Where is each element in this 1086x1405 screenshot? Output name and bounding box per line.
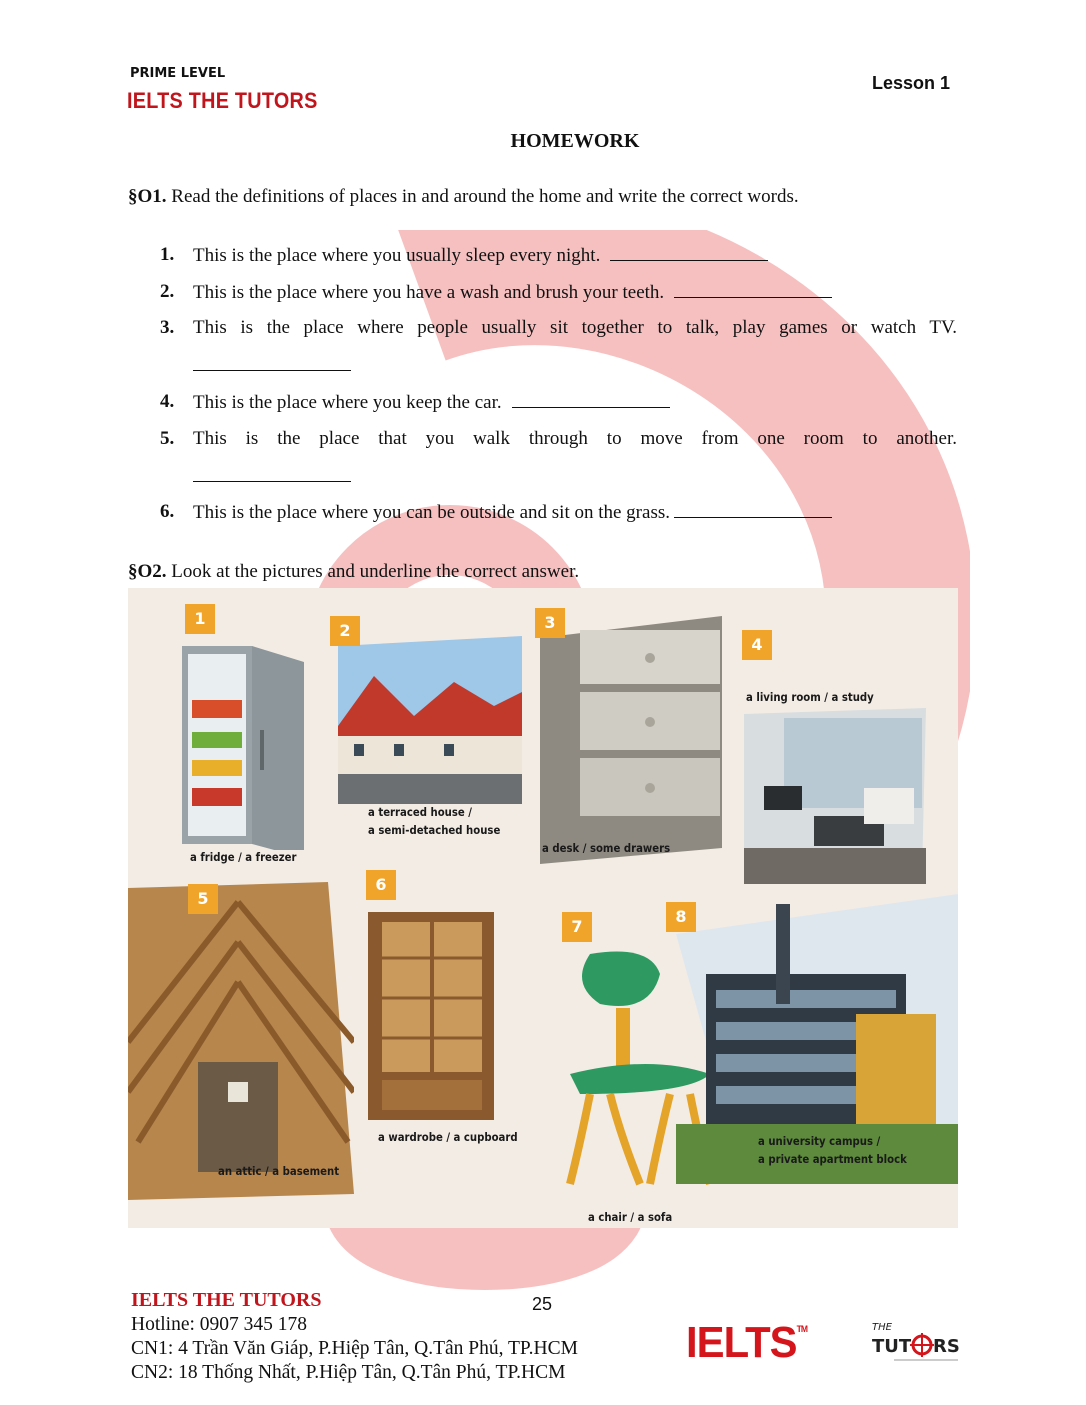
answer-blank[interactable] bbox=[674, 499, 832, 518]
picture-caption-7: a chair / a sofa bbox=[588, 1210, 673, 1224]
question-6 bbox=[160, 499, 957, 526]
footer-branch-1: CN1: 4 Trần Văn Giáp, P.Hiệp Tân, Q.Tân Phú, TP.HCM bbox=[131, 1338, 578, 1359]
houses-picture bbox=[334, 636, 522, 808]
exercise1-instruction bbox=[128, 186, 799, 208]
picture-badge-6: 6 bbox=[366, 870, 396, 900]
living-room-picture bbox=[744, 708, 926, 886]
exercise2-instruction bbox=[128, 561, 579, 583]
ielts-logo bbox=[686, 1318, 807, 1368]
picture-caption-8-line1: a university campus / bbox=[758, 1134, 881, 1148]
tutors-logo bbox=[870, 1318, 960, 1366]
picture-badge-2: 2 bbox=[330, 616, 360, 646]
picture-caption-5: an attic / a basement bbox=[218, 1164, 340, 1178]
picture-caption-3: a desk / some drawers bbox=[542, 841, 671, 855]
question-text: This is the place where you can be outside and sit on the grass. bbox=[193, 502, 670, 523]
question-number: 3. bbox=[160, 317, 175, 338]
wardrobe-picture bbox=[362, 908, 508, 1124]
page-number: 25 bbox=[532, 1294, 553, 1314]
picture-caption-2-line1: a terraced house / bbox=[368, 805, 472, 819]
picture-caption-2-line2: a semi-detached house bbox=[368, 823, 501, 837]
question-number: 4. bbox=[160, 391, 175, 412]
picture-caption-4: a living room / a study bbox=[746, 690, 874, 704]
question-text: This is the place where you keep the car. bbox=[193, 392, 502, 413]
question-number: 6. bbox=[160, 501, 175, 522]
drawers-picture bbox=[540, 616, 726, 868]
picture-grid bbox=[128, 588, 958, 1228]
answer-blank[interactable] bbox=[512, 389, 670, 408]
question-5-blank-row bbox=[160, 463, 957, 490]
page-title: HOMEWORK bbox=[510, 130, 640, 152]
exercise1-text: Read the definitions of places in and around the home and write the correct words. bbox=[171, 186, 799, 207]
fridge-picture bbox=[178, 640, 318, 850]
lesson-label: Lesson 1 bbox=[872, 73, 951, 93]
picture-badge-1: 1 bbox=[185, 604, 215, 634]
question-text: This is the place where people usually sit together to talk, play games or watch TV. bbox=[193, 317, 957, 338]
answer-blank[interactable] bbox=[674, 279, 832, 298]
footer-brand: IELTS THE TUTORS bbox=[131, 1289, 322, 1311]
exercise2-text: Look at the pictures and underline the correct answer. bbox=[171, 561, 580, 582]
footer-hotline: Hotline: 0907 345 178 bbox=[131, 1314, 308, 1335]
footer-branch-2: CN2: 18 Thống Nhất, P.Hiệp Tân, Q.Tân Phú, TP.HCM bbox=[131, 1362, 566, 1383]
picture-caption-1: a fridge / a freezer bbox=[190, 850, 297, 864]
tutors-logo-tut: TUT bbox=[872, 1336, 912, 1357]
picture-badge-8: 8 bbox=[666, 902, 696, 932]
level-label: PRIME LEVEL bbox=[130, 66, 226, 81]
answer-blank[interactable] bbox=[193, 352, 351, 371]
answer-blank[interactable] bbox=[193, 463, 351, 482]
question-text: This is the place that you walk through to move from one room to another. bbox=[193, 428, 957, 449]
ielts-logo-text: IELTS bbox=[686, 1318, 797, 1367]
attic-picture bbox=[128, 882, 354, 1200]
picture-badge-7: 7 bbox=[562, 912, 592, 942]
question-5 bbox=[160, 426, 957, 452]
question-number: 5. bbox=[160, 428, 175, 449]
picture-badge-5: 5 bbox=[188, 884, 218, 914]
question-1 bbox=[160, 242, 957, 269]
question-3 bbox=[160, 315, 957, 341]
picture-badge-3: 3 bbox=[535, 608, 565, 638]
question-text: This is the place where you have a wash and brush your teeth. bbox=[193, 282, 665, 303]
question-3-blank-row bbox=[160, 352, 957, 379]
question-text: This is the place where you usually sleep every night. bbox=[193, 245, 601, 266]
picture-caption-6: a wardrobe / a cupboard bbox=[378, 1130, 518, 1144]
exercise2-label: §O2. bbox=[128, 561, 167, 582]
tutors-logo-the: THE bbox=[872, 1322, 892, 1333]
exercise1-label: §O1. bbox=[128, 186, 167, 207]
question-number: 1. bbox=[160, 244, 175, 265]
question-4 bbox=[160, 389, 957, 416]
brand-title: IELTS THE TUTORS bbox=[127, 88, 318, 113]
picture-caption-8-line2: a private apartment block bbox=[758, 1152, 907, 1166]
question-2 bbox=[160, 279, 957, 306]
answer-blank[interactable] bbox=[610, 242, 768, 261]
question-number: 2. bbox=[160, 281, 175, 302]
picture-badge-4: 4 bbox=[742, 630, 772, 660]
trademark-mark: TM bbox=[796, 1324, 808, 1334]
tutors-logo-rs: RS bbox=[933, 1336, 960, 1357]
